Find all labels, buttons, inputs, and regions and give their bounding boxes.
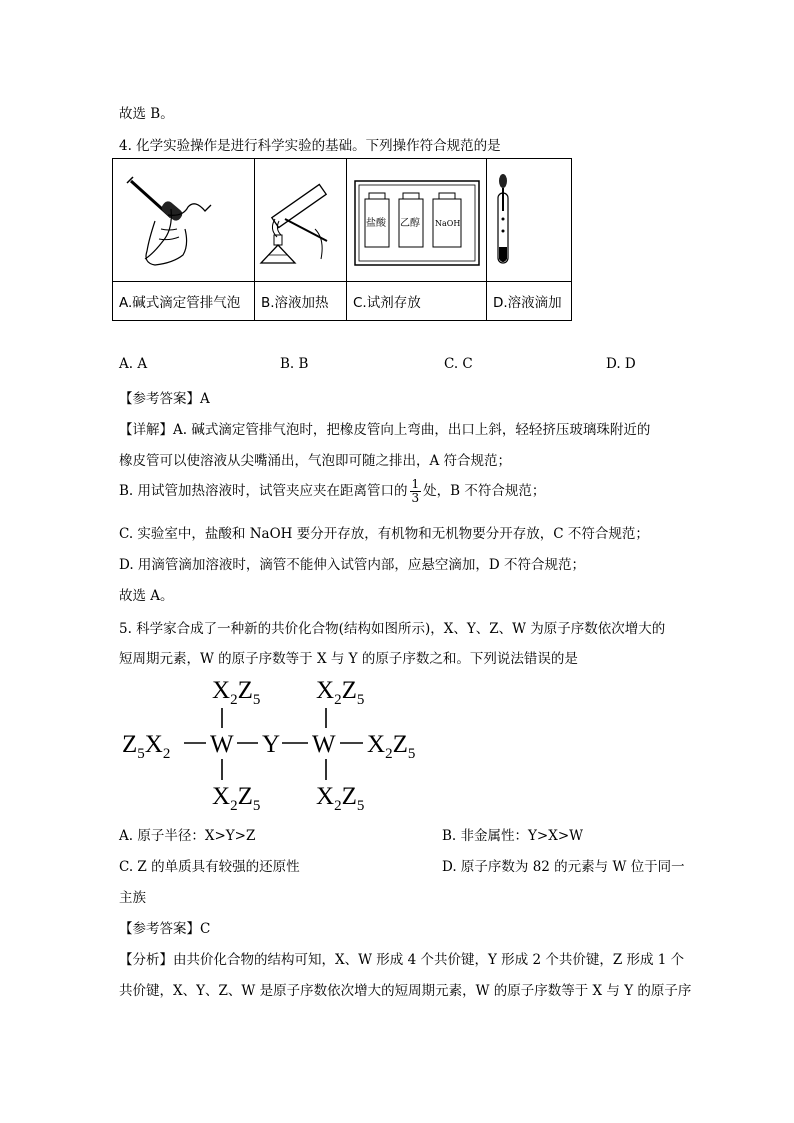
reagent-shelf-illustration bbox=[347, 159, 486, 277]
left-group: $Z_5X_2$ bbox=[122, 731, 171, 762]
dropping-image-cell bbox=[487, 159, 572, 282]
fraction-one-third bbox=[410, 478, 422, 505]
caption-b: B.溶液加热 bbox=[255, 282, 347, 321]
q5-analysis-1: 【分析】由共价化合物的结构可知，X、W 形成 4 个共价键，Y 形成 2 个共价键，Z 形成 1 个 bbox=[119, 952, 685, 968]
q4-option-a: A. A bbox=[119, 356, 148, 372]
label-hydrochloric: 盐酸 bbox=[366, 218, 386, 229]
atom-y: Y bbox=[262, 731, 281, 758]
label-naoh: NaOH bbox=[435, 219, 461, 228]
q4-stem: 4. 化学实验操作是进行科学实验的基础。下列操作符合规范的是 bbox=[119, 138, 501, 154]
right-group: $X_2Z_5$ bbox=[367, 731, 416, 762]
q4-detail-1a: 【详解】A. 碱式滴定管排气泡时，把橡皮管向上弯曲，出口上斜，轻轻挤压玻璃珠附近的 bbox=[119, 422, 651, 438]
q4-conclusion: 故选 A。 bbox=[119, 588, 174, 604]
buret-bubble-illustration bbox=[113, 159, 254, 277]
fraction-numerator: 1 bbox=[411, 477, 420, 491]
q4-detail-1b: 橡皮管可以使溶液从尖嘴涌出，气泡即可随之排出，A 符合规范； bbox=[119, 453, 512, 469]
q5-option-c: C. Z 的单质具有较强的还原性 bbox=[119, 859, 300, 875]
caption-c: C.试剂存放 bbox=[347, 282, 487, 321]
bottom-right-group: $X_2Z_5$ bbox=[316, 783, 365, 812]
test-tube-heating-illustration bbox=[255, 159, 346, 277]
atom-w-left: W bbox=[210, 731, 234, 758]
q5-option-b: B. 非金属性：Y>X>W bbox=[442, 828, 584, 844]
q5-stem-2: 短周期元素，W 的原子序数等于 X 与 Y 的原子序数之和。下列说法错误的是 bbox=[119, 651, 578, 667]
q5-stem-1: 5. 科学家合成了一种新的共价化合物(结构如图所示)，X、Y、Z、W 为原子序数依次增大的 bbox=[119, 621, 666, 637]
q5-answer: 【参考答案】C bbox=[119, 921, 211, 937]
molecular-structure-diagram bbox=[120, 672, 430, 812]
q4-answer: 【参考答案】A bbox=[119, 391, 210, 407]
q4-detail-2 bbox=[119, 478, 545, 505]
q4-detail-3: C. 实验室中，盐酸和 NaOH 要分开存放，有机物和无机物要分开存放，C 不符合规范； bbox=[119, 526, 649, 542]
structure-groups bbox=[122, 677, 415, 812]
q4-options-table bbox=[112, 158, 572, 321]
buret-image-cell bbox=[113, 159, 255, 282]
label-ethanol: 乙醇 bbox=[400, 218, 420, 229]
q4-detail-4: D. 用滴管滴加溶液时，滴管不能伸入试管内部，应悬空滴加，D 不符合规范； bbox=[119, 557, 586, 573]
q4-detail-2-post: 处，B 不符合规范； bbox=[423, 483, 546, 499]
q4-option-c: C. C bbox=[444, 356, 473, 372]
q5-option-d-2: 主族 bbox=[119, 890, 146, 906]
top-left-group: $X_2Z_5$ bbox=[212, 677, 261, 708]
q5-analysis-2: 共价键，X、Y、Z、W 是原子序数依次增大的短周期元素，W 的原子序数等于 X 与 Y 的原子序 bbox=[119, 983, 692, 999]
top-right-group: $X_2Z_5$ bbox=[316, 677, 365, 708]
q4-option-b: B. B bbox=[280, 356, 309, 372]
caption-d: D.溶液滴加 bbox=[487, 282, 572, 321]
caption-a: A.碱式滴定管排气泡 bbox=[113, 282, 255, 321]
prev-conclusion: 故选 B。 bbox=[119, 106, 174, 122]
dropper-illustration bbox=[487, 159, 571, 277]
q5-option-d-1: D. 原子序数为 82 的元素与 W 位于同一 bbox=[442, 859, 685, 875]
storage-image-cell bbox=[347, 159, 487, 282]
atom-w-right: W bbox=[312, 731, 336, 758]
q4-option-d: D. D bbox=[606, 356, 636, 372]
q4-detail-2-pre: B. 用试管加热溶液时，试管夹应夹在距离管口的 bbox=[119, 483, 408, 499]
q5-option-a: A. 原子半径：X>Y>Z bbox=[119, 828, 256, 844]
bottom-left-group: $X_2Z_5$ bbox=[212, 783, 261, 812]
fraction-denominator: 3 bbox=[411, 491, 420, 505]
heating-image-cell bbox=[255, 159, 347, 282]
